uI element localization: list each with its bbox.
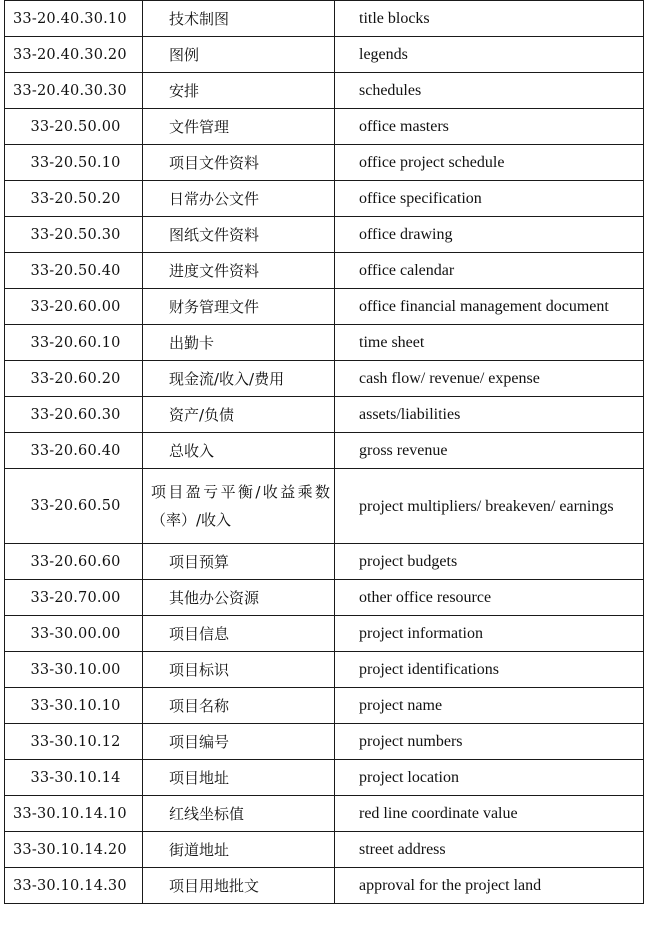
code-cell: 33-30.10.14.30 xyxy=(5,868,143,904)
chinese-term-cell: 项目地址 xyxy=(143,760,335,796)
chinese-term-cell: 技术制图 xyxy=(143,1,335,37)
table-row xyxy=(5,469,644,544)
code-cell: 33-20.60.60 xyxy=(5,544,143,580)
chinese-term-cell: 项目标识 xyxy=(143,652,335,688)
english-term-cell: office project schedule xyxy=(335,145,644,181)
table-row xyxy=(5,580,644,616)
english-term-cell: project multipliers/ breakeven/ earnings xyxy=(335,469,644,544)
code-cell: 33-20.40.30.30 xyxy=(5,73,143,109)
table-row xyxy=(5,688,644,724)
table-row xyxy=(5,796,644,832)
chinese-term-cell: 资产/负债 xyxy=(143,397,335,433)
english-term-cell: time sheet xyxy=(335,325,644,361)
chinese-term-cell: 项目盈亏平衡/收益乘数（率）/收入 xyxy=(143,469,335,544)
chinese-term-cell: 安排 xyxy=(143,73,335,109)
english-term-cell: project name xyxy=(335,688,644,724)
code-cell: 33-30.00.00 xyxy=(5,616,143,652)
english-term-cell: cash flow/ revenue/ expense xyxy=(335,361,644,397)
english-term-cell: street address xyxy=(335,832,644,868)
table-row xyxy=(5,109,644,145)
english-term-cell: approval for the project land xyxy=(335,868,644,904)
english-term-cell: office specification xyxy=(335,181,644,217)
chinese-term-cell: 图纸文件资料 xyxy=(143,217,335,253)
english-term-cell: project budgets xyxy=(335,544,644,580)
english-term-cell: project information xyxy=(335,616,644,652)
table-row xyxy=(5,1,644,37)
english-term-cell: office calendar xyxy=(335,253,644,289)
chinese-term-cell: 财务管理文件 xyxy=(143,289,335,325)
code-cell: 33-20.40.30.20 xyxy=(5,37,143,73)
chinese-term-cell: 文件管理 xyxy=(143,109,335,145)
code-cell: 33-20.70.00 xyxy=(5,580,143,616)
table-row xyxy=(5,616,644,652)
code-cell: 33-30.10.14.20 xyxy=(5,832,143,868)
english-term-cell: other office resource xyxy=(335,580,644,616)
chinese-term-cell: 图例 xyxy=(143,37,335,73)
chinese-term-cell: 项目文件资料 xyxy=(143,145,335,181)
code-cell: 33-30.10.00 xyxy=(5,652,143,688)
chinese-term-cell: 项目编号 xyxy=(143,724,335,760)
table-row xyxy=(5,397,644,433)
chinese-term-cell: 总收入 xyxy=(143,433,335,469)
chinese-term-cell: 项目名称 xyxy=(143,688,335,724)
english-term-cell: project identifications xyxy=(335,652,644,688)
chinese-term-cell: 其他办公资源 xyxy=(143,580,335,616)
table-row xyxy=(5,433,644,469)
english-term-cell: assets/liabilities xyxy=(335,397,644,433)
code-cell: 33-20.60.10 xyxy=(5,325,143,361)
chinese-term-cell: 街道地址 xyxy=(143,832,335,868)
table-row xyxy=(5,325,644,361)
code-cell: 33-20.50.20 xyxy=(5,181,143,217)
english-term-cell: legends xyxy=(335,37,644,73)
english-term-cell: schedules xyxy=(335,73,644,109)
english-term-cell: office financial management document xyxy=(335,289,644,325)
table-row xyxy=(5,217,644,253)
chinese-term-cell: 现金流/收入/费用 xyxy=(143,361,335,397)
english-term-cell: project location xyxy=(335,760,644,796)
code-cell: 33-30.10.14 xyxy=(5,760,143,796)
table-row xyxy=(5,868,644,904)
english-term-cell: office masters xyxy=(335,109,644,145)
code-cell: 33-20.60.30 xyxy=(5,397,143,433)
table-row xyxy=(5,652,644,688)
english-term-cell: office drawing xyxy=(335,217,644,253)
table-row xyxy=(5,361,644,397)
chinese-term-cell: 红线坐标值 xyxy=(143,796,335,832)
code-cell: 33-20.50.40 xyxy=(5,253,143,289)
table-row xyxy=(5,832,644,868)
code-cell: 33-20.60.50 xyxy=(5,469,143,544)
code-cell: 33-30.10.14.10 xyxy=(5,796,143,832)
code-cell: 33-20.50.00 xyxy=(5,109,143,145)
chinese-term-cell: 项目信息 xyxy=(143,616,335,652)
english-term-cell: project numbers xyxy=(335,724,644,760)
table-row xyxy=(5,253,644,289)
english-term-cell: gross revenue xyxy=(335,433,644,469)
classification-table xyxy=(4,0,644,904)
code-cell: 33-30.10.12 xyxy=(5,724,143,760)
table-row xyxy=(5,760,644,796)
english-term-cell: red line coordinate value xyxy=(335,796,644,832)
code-cell: 33-20.60.00 xyxy=(5,289,143,325)
code-cell: 33-20.40.30.10 xyxy=(5,1,143,37)
code-cell: 33-20.60.20 xyxy=(5,361,143,397)
table-row xyxy=(5,289,644,325)
table-row xyxy=(5,181,644,217)
chinese-term-cell: 进度文件资料 xyxy=(143,253,335,289)
code-cell: 33-20.50.30 xyxy=(5,217,143,253)
table-row xyxy=(5,145,644,181)
table-row xyxy=(5,37,644,73)
code-cell: 33-30.10.10 xyxy=(5,688,143,724)
table-row xyxy=(5,724,644,760)
document-page xyxy=(4,0,643,940)
table-row xyxy=(5,544,644,580)
chinese-term-cell: 出勤卡 xyxy=(143,325,335,361)
code-cell: 33-20.50.10 xyxy=(5,145,143,181)
chinese-term-cell: 日常办公文件 xyxy=(143,181,335,217)
chinese-term-cell: 项目用地批文 xyxy=(143,868,335,904)
english-term-cell: title blocks xyxy=(335,1,644,37)
code-cell: 33-20.60.40 xyxy=(5,433,143,469)
table-row xyxy=(5,73,644,109)
chinese-term-cell: 项目预算 xyxy=(143,544,335,580)
